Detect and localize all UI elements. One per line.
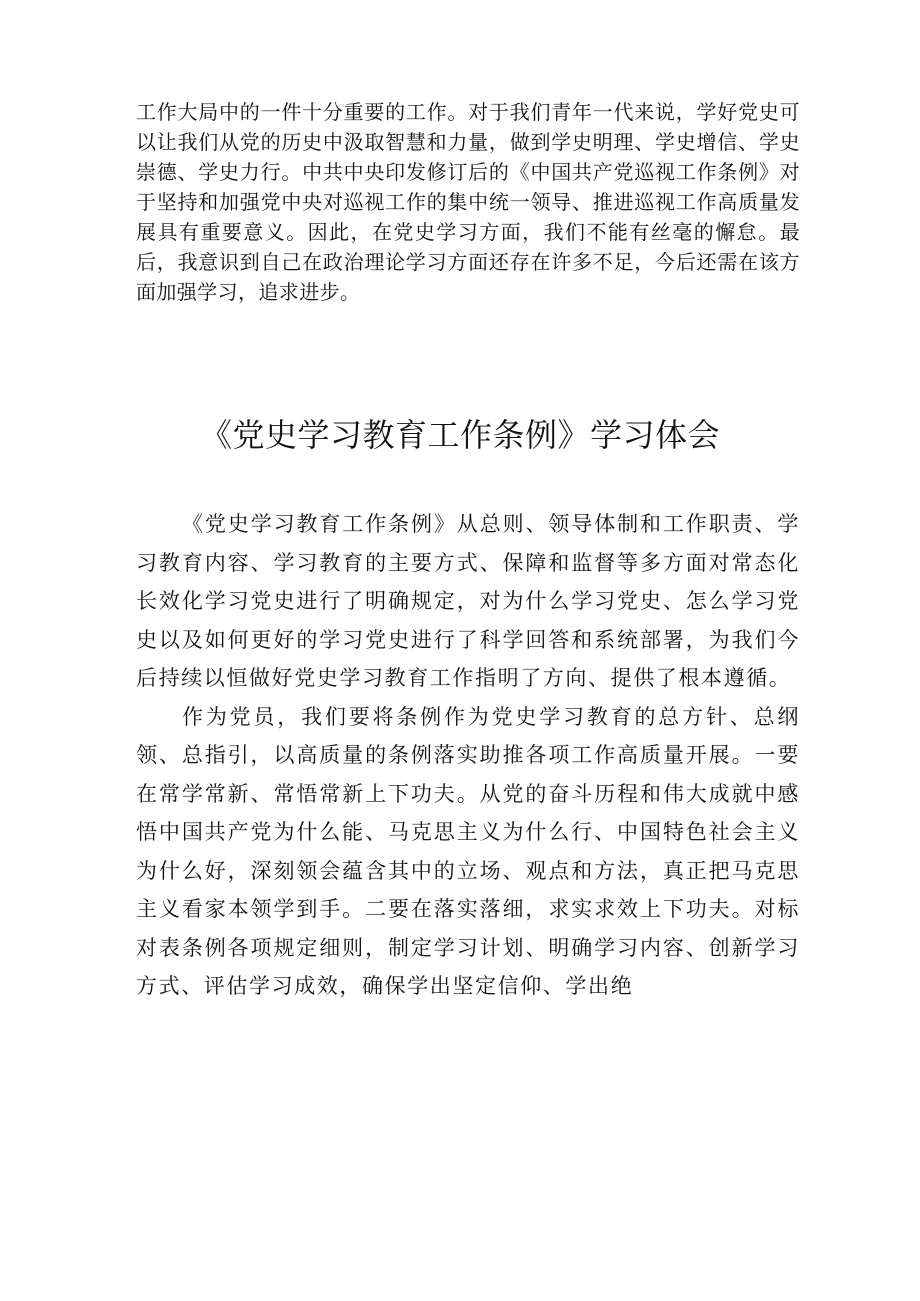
intro-paragraph: 工作大局中的一件十分重要的工作。对于我们青年一代来说，学好党史可以让我们从党的历史中汲取智慧和力量，做到学史明理、学史增信、学史崇德、学史力行。中共中央印发修订后的《中国共产党巡视工作条例》对于坚持和加强党中央对巡视工作的集中统一领导、推进巡视工作高质量发展具有重要意义。因此，在党史学习方面，我们不能有丝毫的懈怠。最后，我意识到自己在政治理论学习方面还存在许多不足，今后还需在该方面加强学习，追求进步。 <box>136 100 800 304</box>
body-paragraph: 《党史学习教育工作条例》从总则、领导体制和工作职责、学习教育内容、学习教育的主要方式、保障和监督等多方面对常态化长效化学习党史进行了明确规定，对为什么学习党史、怎么学习党史以及如何更好的学习党史进行了科学回答和系统部署，为我们今后持续以恒做好党史学习教育工作指明了方向、提供了根本遵循。 <box>136 512 800 690</box>
body-text <box>136 505 800 1006</box>
body-paragraph: 作为党员，我们要将条例作为党史学习教育的总方针、总纲领、总指引，以高质量的条例落实助推各项工作高质量开展。一要在常学常新、常悟常新上下功夫。从党的奋斗历程和伟大成就中感悟中国共产党为什么能、马克思主义为什么行、中国特色社会主义为什么好，深刻领会蕴含其中的立场、观点和方法，真正把马克思主义看家本领学到手。二要在落实落细，求实求效上下功夫。对标对表条例各项规定细则，制定学习计划、明确学习内容、创新学习方式、评估学习成效，确保学出坚定信仰、学出绝 <box>136 704 800 998</box>
document-title: 《党史学习教育工作条例》学习体会 <box>199 416 720 454</box>
